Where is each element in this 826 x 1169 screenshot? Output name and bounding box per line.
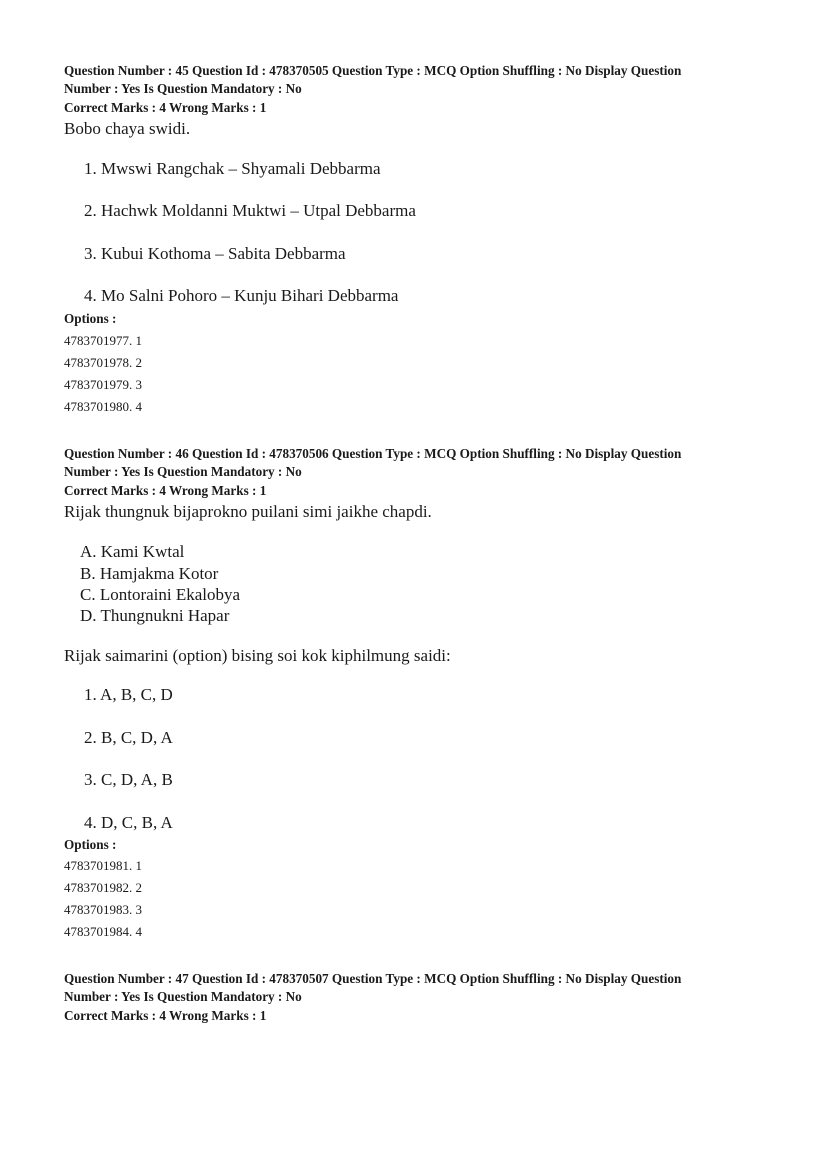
question-47-marks: Correct Marks : 4 Wrong Marks : 1 xyxy=(64,1008,267,1023)
question-46-list-a: A. Kami Kwtal xyxy=(80,542,185,561)
question-45-meta-line1: Question Number : 45 Question Id : 478370505 Question Type : MCQ Option Shuffling : No Display Question xyxy=(64,63,682,78)
question-46-option-2[interactable]: 4783701982. 2 xyxy=(64,880,142,895)
question-46-header xyxy=(64,445,681,481)
question-46-item-4: 4. D, C, B, A xyxy=(84,813,173,832)
question-45-option-4[interactable]: 4783701980. 4 xyxy=(64,399,142,414)
question-46-option-3[interactable]: 4783701983. 3 xyxy=(64,902,142,917)
question-46-marks: Correct Marks : 4 Wrong Marks : 1 xyxy=(64,483,267,498)
question-45-option-2[interactable]: 4783701978. 2 xyxy=(64,355,142,370)
question-45-header xyxy=(64,62,681,98)
question-46-list-d: D. Thungnukni Hapar xyxy=(80,606,230,625)
question-45-option-3[interactable]: 4783701979. 3 xyxy=(64,377,142,392)
question-46-stem2: Rijak saimarini (option) bising soi kok kiphilmung saidi: xyxy=(64,646,451,665)
question-46-meta-line1: Question Number : 46 Question Id : 478370506 Question Type : MCQ Option Shuffling : No Display Question xyxy=(64,446,682,461)
question-45-meta-line2: Number : Yes Is Question Mandatory : No xyxy=(64,81,302,96)
question-46-option-1[interactable]: 4783701981. 1 xyxy=(64,858,142,873)
question-45-marks: Correct Marks : 4 Wrong Marks : 1 xyxy=(64,100,267,115)
question-45-item-2: 2. Hachwk Moldanni Muktwi – Utpal Debbarma xyxy=(84,201,416,220)
question-46-option-4[interactable]: 4783701984. 4 xyxy=(64,924,142,939)
question-46-options-label: Options : xyxy=(64,837,117,852)
question-45-item-4: 4. Mo Salni Pohoro – Kunju Bihari Debbarma xyxy=(84,286,399,305)
question-47-meta-line1: Question Number : 47 Question Id : 478370507 Question Type : MCQ Option Shuffling : No Display Question xyxy=(64,971,682,986)
question-46-meta-line2: Number : Yes Is Question Mandatory : No xyxy=(64,464,302,479)
question-45-stem: Bobo chaya swidi. xyxy=(64,119,191,138)
question-45-item-1: 1. Mwswi Rangchak – Shyamali Debbarma xyxy=(84,159,381,178)
question-46-list-c: C. Lontoraini Ekalobya xyxy=(80,585,241,604)
question-46-item-1: 1. A, B, C, D xyxy=(84,685,173,704)
question-45-item-3: 3. Kubui Kothoma – Sabita Debbarma xyxy=(84,244,346,263)
question-46-item-3: 3. C, D, A, B xyxy=(84,770,173,789)
question-46-stem: Rijak thungnuk bijaprokno puilani simi jaikhe chapdi. xyxy=(64,502,432,521)
question-45-options-label: Options : xyxy=(64,311,117,326)
question-47-header xyxy=(64,970,681,1006)
question-47-meta-line2: Number : Yes Is Question Mandatory : No xyxy=(64,989,302,1004)
question-45-option-1[interactable]: 4783701977. 1 xyxy=(64,333,142,348)
question-46-list-b: B. Hamjakma Kotor xyxy=(80,564,219,583)
question-46-item-2: 2. B, C, D, A xyxy=(84,728,173,747)
